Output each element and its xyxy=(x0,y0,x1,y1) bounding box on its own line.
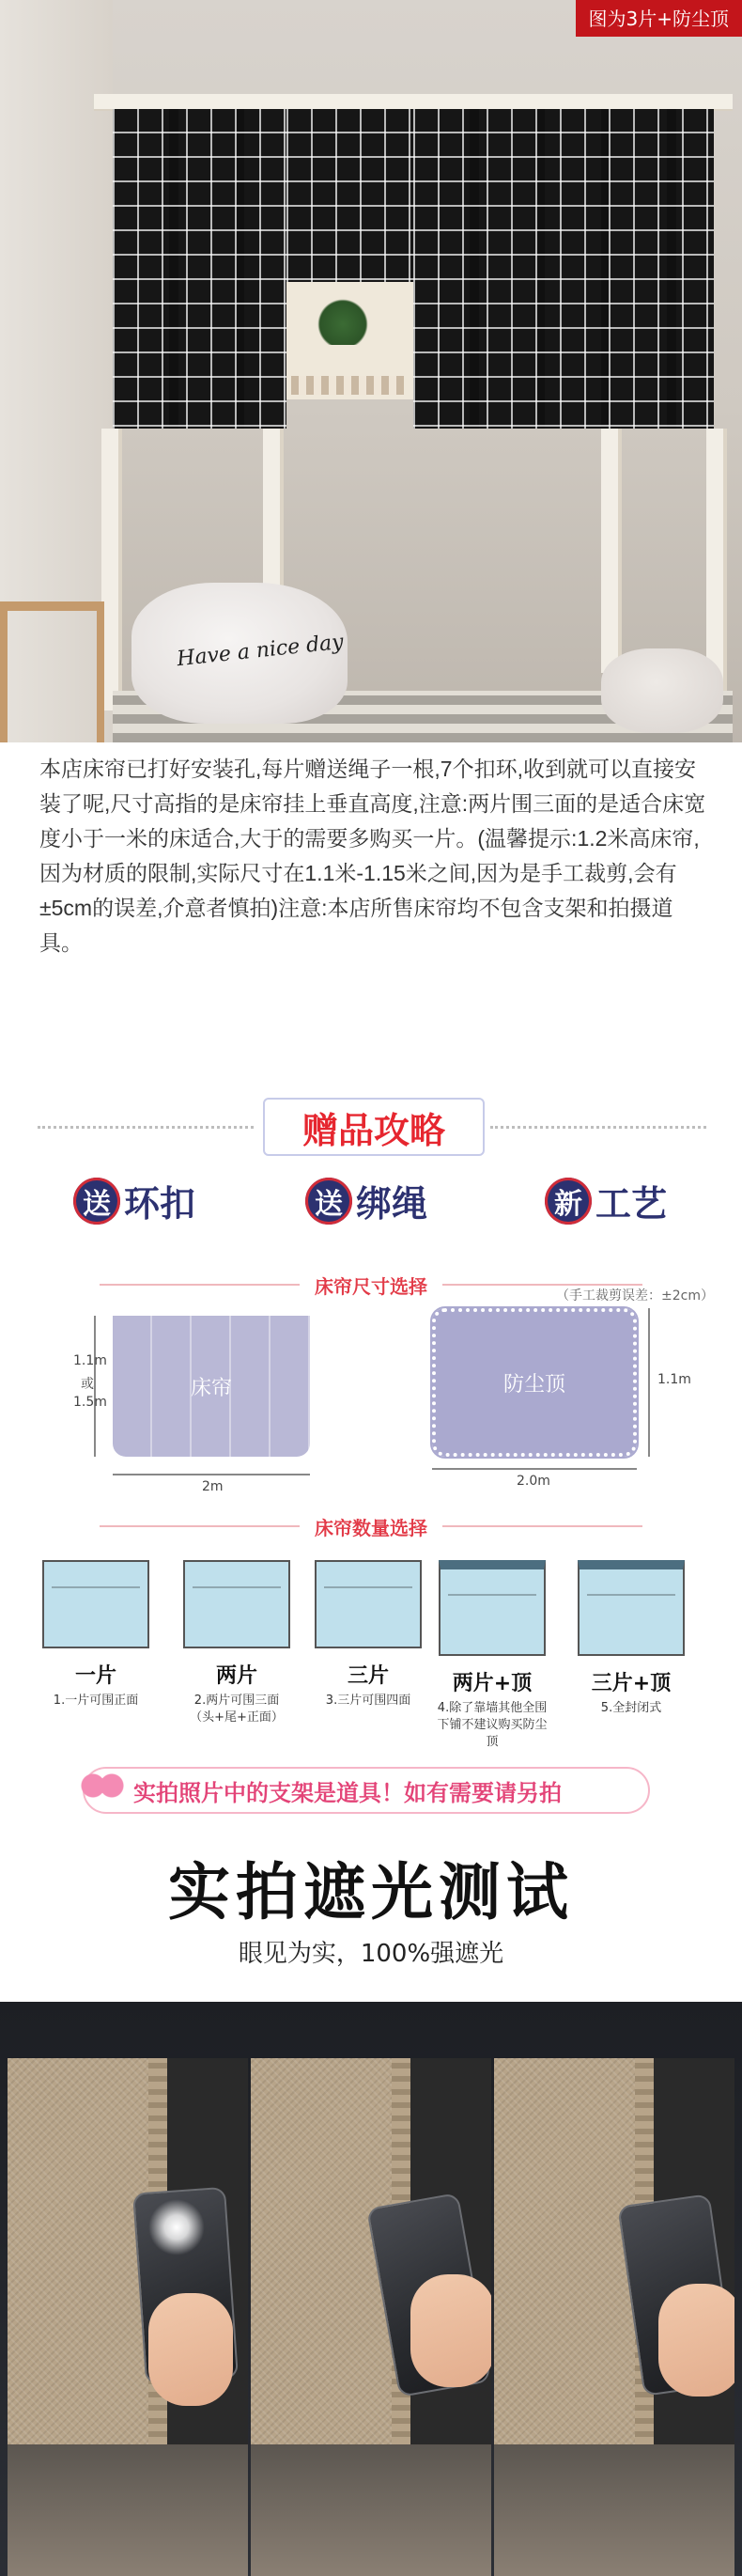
quantity-diagram xyxy=(315,1560,422,1648)
hand xyxy=(658,2284,734,2396)
dim-line-canopy-width xyxy=(432,1468,637,1470)
phone-flash xyxy=(148,2199,205,2256)
floor xyxy=(8,2444,248,2576)
curtain-top-band xyxy=(286,109,413,282)
quantity-name: 两片 xyxy=(215,1664,257,1688)
feature-label: 工艺 xyxy=(595,1183,668,1225)
curtain-width-label: 2m xyxy=(202,1479,224,1494)
quantity-desc: 5.全封闭式 xyxy=(600,1701,662,1715)
divider-right xyxy=(490,1126,706,1129)
prop-notice-banner xyxy=(83,1767,650,1814)
quantity-name: 两片+顶 xyxy=(452,1672,533,1695)
feature-rope xyxy=(305,1175,427,1226)
quantity-diagram xyxy=(439,1560,546,1656)
light-test-photo-3 xyxy=(494,2058,734,2576)
dim-line-height xyxy=(94,1316,96,1457)
quantity-name: 一片 xyxy=(74,1664,116,1688)
image-caption-tag: 图为3片+防尘顶 xyxy=(576,0,742,37)
chair xyxy=(0,601,104,742)
hand xyxy=(148,2293,233,2406)
divider-left xyxy=(38,1126,254,1129)
quantity-desc: 3.三片可围四面 xyxy=(325,1694,411,1708)
curtain-height-label-1: 1.1m xyxy=(73,1353,107,1368)
curtain-diagram-label: 床帘 xyxy=(190,1376,232,1400)
floor xyxy=(251,2444,491,2576)
feature-label: 绑绳 xyxy=(356,1183,428,1225)
quantity-diagram xyxy=(42,1560,149,1648)
dim-line-canopy-height xyxy=(648,1308,650,1457)
size-error-note: （手工裁剪误差：±2cm） xyxy=(556,1288,714,1304)
floor xyxy=(494,2444,734,2576)
quantity-option-2 xyxy=(178,1560,295,1726)
quantity-diagram xyxy=(578,1560,685,1656)
quantity-desc: 1.一片可围正面 xyxy=(53,1694,139,1708)
product-hero-image xyxy=(0,0,742,742)
quantity-diagram xyxy=(183,1560,290,1648)
quantity-desc: 4.除了靠墙其他全围 下铺不建议购买防尘顶 xyxy=(437,1701,548,1749)
feature-badge: 送 xyxy=(73,1178,120,1225)
curtain-height-or: 或 xyxy=(81,1377,94,1392)
product-description: 本店床帘已打好安装孔,每片赠送绳子一根,7个扣环,收到就可以直接安装了呢,尺寸高指的是床帘挂上垂直高度,注意:两片围三面的是适合床宽度小于一米的床适合,大于的需要多购买一片。(温馨提示:1.2米高床帘,因为材质的限制,实际尺寸在1.1米-1.15米之间,因为是手工裁剪,会有±5cm的误差,介意者慎拍)注意:本店所售床帘均不包含支架和拍摄道具。 xyxy=(39,757,706,955)
quantity-desc: 2.两片可围三面 （头+尾+正面） xyxy=(190,1694,284,1725)
quantity-option-4 xyxy=(434,1560,550,1751)
dim-line-width xyxy=(113,1474,310,1475)
light-test-photo-1 xyxy=(8,2058,248,2576)
hand xyxy=(410,2274,491,2387)
light-test-title: 实拍遮光测试 xyxy=(168,1856,574,1928)
canopy-width-label: 2.0m xyxy=(517,1474,550,1489)
quantity-option-1 xyxy=(38,1560,154,1710)
curtain-height-label-2: 1.5m xyxy=(73,1395,107,1410)
quantity-name: 三片+顶 xyxy=(591,1672,672,1695)
quantity-section-heading: 床帘数量选择 xyxy=(85,1515,657,1538)
feature-craft xyxy=(545,1175,667,1226)
bow-icon xyxy=(79,1767,126,1804)
size-section-heading: 床帘尺寸选择 xyxy=(85,1273,657,1296)
canopy-diagram xyxy=(432,1308,637,1457)
feature-ring xyxy=(73,1175,195,1226)
curtain-diagram xyxy=(113,1316,310,1457)
pillow-text: Have a nice day xyxy=(176,630,345,672)
shelf xyxy=(291,376,404,395)
feature-badge: 送 xyxy=(305,1178,352,1225)
pillow-right xyxy=(601,648,723,733)
gift-title: 赠品攻略 xyxy=(263,1098,485,1156)
feature-badge: 新 xyxy=(545,1178,592,1225)
bed-post-right xyxy=(601,429,622,673)
light-test-photo-2 xyxy=(251,2058,491,2576)
gift-section-header xyxy=(38,1098,704,1154)
prop-notice-text: 实拍照片中的支架是道具！如有需要请另拍 xyxy=(133,1779,562,1806)
canopy-diagram-label: 防尘顶 xyxy=(502,1372,565,1397)
bed-post-left xyxy=(101,429,122,710)
quantity-option-3 xyxy=(310,1560,426,1710)
quantity-name: 三片 xyxy=(347,1664,389,1688)
curtain-left xyxy=(113,109,286,429)
plant xyxy=(315,293,371,345)
curtain-right xyxy=(413,109,714,429)
canopy-height-label: 1.1m xyxy=(657,1372,691,1387)
feature-label: 环扣 xyxy=(124,1183,196,1225)
light-test-subtitle: 眼见为实，100%强遮光 xyxy=(238,1940,504,1968)
quantity-option-5 xyxy=(573,1560,689,1717)
